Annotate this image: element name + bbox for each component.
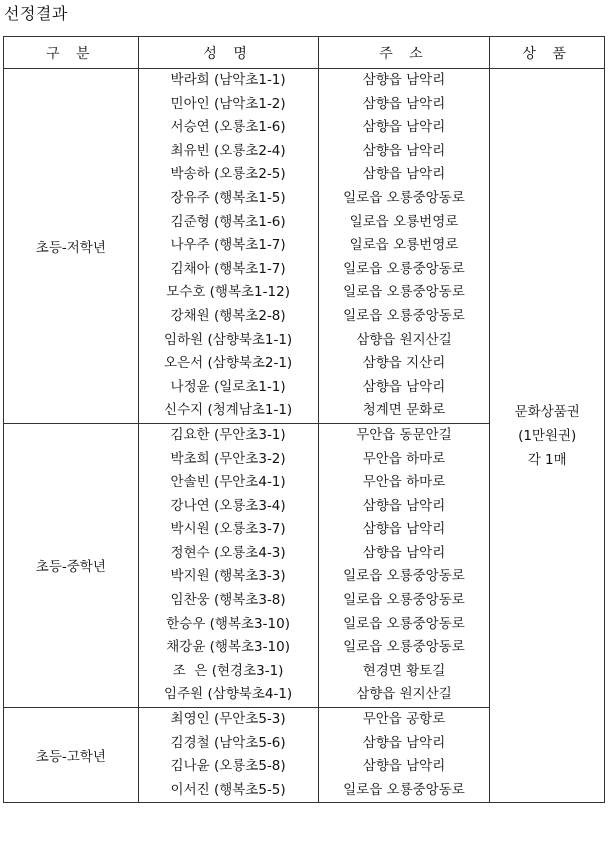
student-address: 일로읍 오룡번영로	[349, 213, 459, 230]
student-name: 조 은 (현경초3-1)	[172, 662, 284, 679]
student-name: 서승연 (오룡초1-6)	[170, 119, 286, 136]
category-cell: 초등-중학년	[4, 423, 139, 707]
header-prize: 상 품	[490, 37, 605, 69]
student-name: 정현수 (오룡초4-3)	[170, 544, 286, 561]
student-name: 임찬웅 (행복초3-8)	[170, 592, 286, 609]
header-address: 주 소	[318, 37, 490, 69]
names-cell	[138, 708, 318, 803]
names-cell	[138, 423, 318, 707]
category-cell: 초등-저학년	[4, 69, 139, 424]
student-address: 삼향읍 남악리	[362, 497, 446, 514]
student-address: 일로읍 오룡중앙동로	[343, 260, 465, 277]
student-name: 박지원 (행복초3-3)	[170, 568, 286, 585]
student-address: 무안읍 하마로	[362, 474, 446, 491]
student-name: 박송하 (오룡초2-5)	[170, 166, 286, 183]
student-address: 삼향읍 남악리	[362, 521, 446, 538]
addresses-cell	[318, 423, 490, 707]
student-address: 일로읍 오룡중앙동로	[343, 568, 465, 585]
student-name: 오은서 (삼향북초2-1)	[164, 355, 293, 372]
selection-results-table	[3, 36, 605, 803]
student-address: 일로읍 오룡중앙동로	[343, 284, 465, 301]
student-address: 삼향읍 남악리	[362, 72, 446, 88]
student-name: 김경철 (남악초5-6)	[170, 734, 286, 751]
student-name: 나정윤 (일로초1-1)	[170, 378, 286, 395]
student-name: 모수호 (행복초1-12)	[166, 284, 290, 301]
student-name: 김나윤 (오룡초5-8)	[170, 758, 286, 775]
student-address: 현경면 황토길	[362, 662, 446, 679]
names-cell	[138, 69, 318, 424]
page-title: 선정결과	[4, 4, 68, 23]
student-name: 이서진 (행복초5-5)	[170, 781, 286, 798]
student-address: 삼향읍 남악리	[362, 119, 446, 136]
student-name: 강나연 (오룡초3-4)	[170, 497, 286, 514]
student-address: 일로읍 오룡중앙동로	[343, 615, 465, 632]
student-address: 청계면 문화로	[362, 402, 446, 419]
student-name: 박초희 (무안초3-2)	[170, 450, 286, 467]
student-name: 김채아 (행복초1-7)	[170, 260, 286, 277]
student-name: 김준형 (행복초1-6)	[170, 213, 286, 230]
student-name: 한승우 (행복초3-10)	[166, 615, 290, 632]
prize-line: (1만원권)	[518, 427, 577, 444]
student-address: 삼향읍 남악리	[362, 734, 446, 751]
student-address: 삼향읍 남악리	[362, 166, 446, 183]
student-address: 일로읍 오룡중앙동로	[343, 189, 465, 206]
group-row-lower	[4, 69, 605, 424]
student-address: 일로읍 오룡중앙동로	[343, 781, 465, 798]
student-address: 일로읍 오룡중앙동로	[343, 639, 465, 656]
prize-line: 문화상품권	[514, 403, 580, 420]
student-address: 삼향읍 원지산길	[356, 686, 452, 703]
student-name: 임주원 (삼향북초4-1)	[164, 686, 293, 703]
student-address: 무안읍 동문안길	[356, 426, 452, 443]
student-address: 일로읍 오룡중앙동로	[343, 307, 465, 324]
student-name: 최영인 (무안초5-3)	[170, 711, 286, 728]
table-header-row	[4, 37, 605, 69]
student-name: 박라희 (남악초1-1)	[170, 72, 286, 88]
student-address: 삼향읍 지산리	[362, 355, 446, 372]
student-address: 무안읍 공항로	[362, 711, 446, 728]
student-name: 박시원 (오룡초3-7)	[170, 521, 286, 538]
student-name: 최유빈 (오룡초2-4)	[170, 142, 286, 159]
addresses-cell	[318, 69, 490, 424]
student-name: 나우주 (행복초1-7)	[170, 237, 286, 254]
prize-cell	[490, 69, 605, 803]
student-name: 신수지 (청계남초1-1)	[164, 402, 293, 419]
student-name: 임하원 (삼향북초1-1)	[164, 331, 293, 348]
header-name: 성 명	[138, 37, 318, 69]
student-address: 일로읍 오룡중앙동로	[343, 592, 465, 609]
student-address: 삼향읍 남악리	[362, 544, 446, 561]
student-name: 채강윤 (행복초3-10)	[166, 639, 290, 656]
student-name: 김요한 (무안초3-1)	[170, 426, 286, 443]
student-name: 안솔빈 (무안초4-1)	[170, 474, 286, 491]
category-cell: 초등-고학년	[4, 708, 139, 803]
addresses-cell	[318, 708, 490, 803]
header-category: 구 분	[4, 37, 139, 69]
student-address: 삼향읍 남악리	[362, 142, 446, 159]
student-address: 일로읍 오룡번영로	[349, 237, 459, 254]
student-address: 삼향읍 남악리	[362, 758, 446, 775]
student-address: 삼향읍 남악리	[362, 378, 446, 395]
student-address: 무안읍 하마로	[362, 450, 446, 467]
student-name: 장유주 (행복초1-5)	[170, 189, 286, 206]
student-address: 삼향읍 원지산길	[356, 331, 452, 348]
student-address: 삼향읍 남악리	[362, 95, 446, 112]
prize-line: 각 1매	[527, 451, 567, 468]
student-name: 민아인 (남악초1-2)	[170, 95, 286, 112]
student-name: 강채원 (행복초2-8)	[170, 307, 286, 324]
